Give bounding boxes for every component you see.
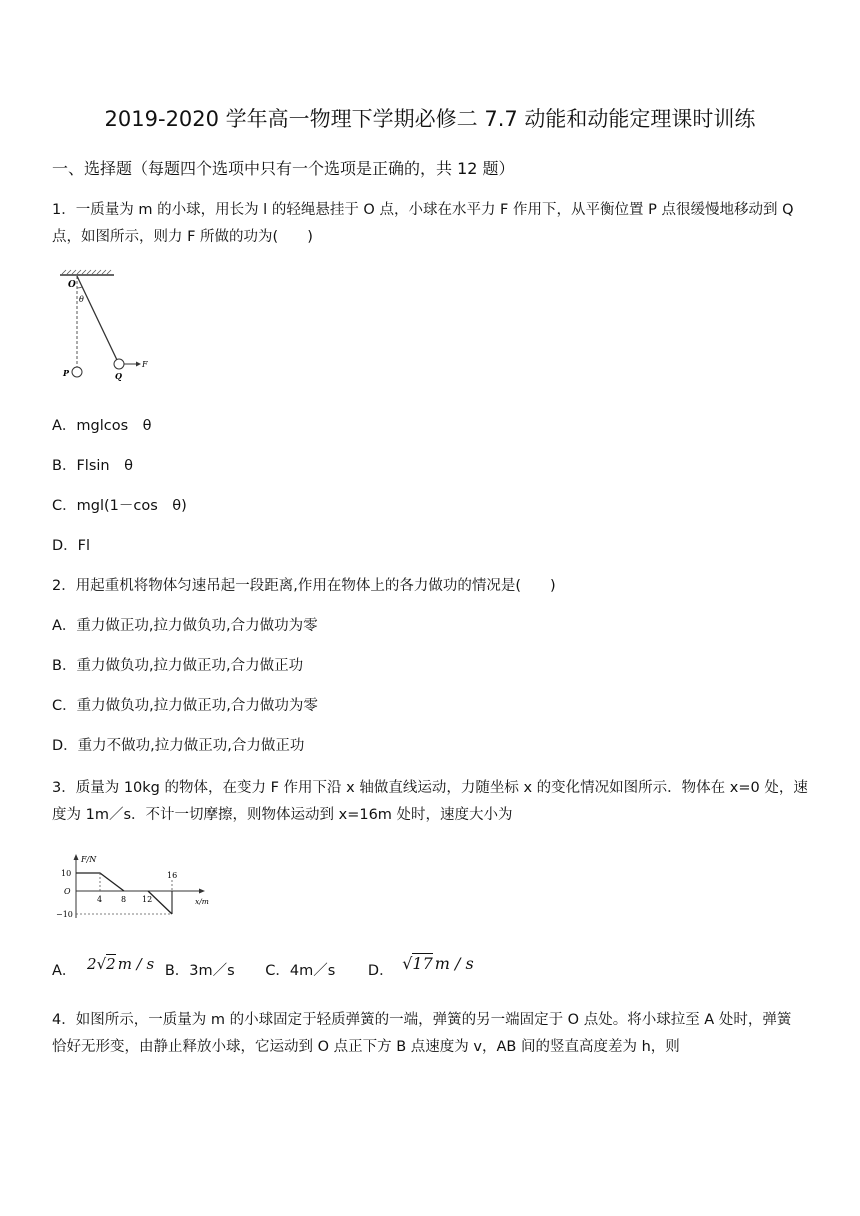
label-p: P — [63, 368, 70, 378]
ball-q — [114, 359, 124, 369]
q3-option-a-unit: m / s — [117, 955, 155, 973]
q3-option-a-value — [87, 955, 154, 973]
q1-option-d: D．Fl — [52, 538, 91, 554]
q3-stem-line2: 度为 1m／s．不计一切摩擦，则物体运动到 x=16m 处时，速度大小为 — [52, 807, 513, 823]
label-q: Q — [115, 371, 122, 381]
q2-option-a: A．重力做正功,拉力做负功,合力做功为零 — [52, 618, 318, 634]
force-arrow-head — [136, 362, 141, 367]
q1-option-a: A．mglcos θ — [52, 418, 152, 434]
q3-option-a-coef: 2 — [87, 955, 97, 973]
y-tick-neg10: −10 — [56, 910, 73, 919]
x-tick-4: 4 — [97, 895, 103, 904]
x-tick-16: 16 — [167, 871, 178, 880]
x-axis-arrow — [199, 889, 205, 894]
x-tick-12: 12 — [142, 895, 153, 904]
y-axis-arrow — [74, 854, 79, 860]
q3-option-d-unit: m / s — [434, 954, 474, 973]
q3-stem-line1: 3．质量为 10kg 的物体，在变力 F 作用下沿 x 轴做直线运动，力随坐标 x 的变化情况如图所示．物体在 x=0 处，速 — [52, 780, 808, 796]
angle-arc — [77, 287, 82, 288]
label-o: O — [68, 280, 76, 290]
q1-option-b: B．Flsin θ — [52, 458, 133, 474]
q1-stem-line1: 1．一质量为 m 的小球，用长为 l 的轻绳悬挂于 O 点，小球在水平力 F 作用下，从平衡位置 P 点很缓慢地移动到 Q — [52, 202, 794, 218]
q3-option-a-label: A． — [52, 963, 77, 979]
q2-option-d: D．重力不做功,拉力做正功,合力做正功 — [52, 738, 305, 754]
sqrt-symbol-d: √ — [402, 954, 413, 973]
ceiling-hatch — [62, 270, 111, 274]
sqrt-symbol-a: √ — [96, 955, 107, 973]
q3-option-a-rad: 2 — [106, 955, 116, 973]
q1-option-c: C．mgl(1－cos θ) — [52, 498, 187, 514]
q4-stem-line1: 4．如图所示，一质量为 m 的小球固定于轻质弹簧的一端，弹簧的另一端固定于 O 点处。将小球拉至 A 处时，弹簧 — [52, 1012, 792, 1028]
page-title: 2019-2020 学年高一物理下学期必修二 7.7 动能和动能定理课时训练 — [104, 107, 756, 131]
q2-option-c: C．重力做负功,拉力做正功,合力做功为零 — [52, 698, 318, 714]
y-axis-label: F/N — [81, 855, 97, 864]
label-theta: θ — [79, 295, 84, 304]
ball-p — [72, 367, 82, 377]
y-tick-10: 10 — [61, 869, 72, 878]
q4-stem-line2: 恰好无形变，由静止释放小球，它运动到 O 点正下方 B 点速度为 v，AB 间的竖直高度差为 h，则 — [52, 1039, 680, 1055]
q1-stem-line2: 点，如图所示，则力 F 所做的功为( ) — [52, 229, 313, 245]
origin-label: O — [64, 887, 71, 896]
x-axis-label: x/m — [195, 897, 209, 906]
label-f: F — [142, 360, 148, 369]
q3-option-b: B．3m／s — [164, 963, 235, 979]
q3-option-c: C．4m／s — [265, 963, 336, 979]
q3-option-d-value — [402, 954, 474, 973]
q3-options-row — [52, 954, 474, 983]
x-tick-8: 8 — [121, 895, 127, 904]
q2-option-b: B．重力做负功,拉力做正功,合力做正功 — [52, 658, 304, 674]
q3-force-graph — [56, 852, 216, 922]
rope-line — [77, 276, 117, 360]
q3-option-d-rad: 17 — [412, 954, 433, 973]
q3-option-d-label: D． — [367, 963, 394, 979]
q1-pendulum-figure — [56, 268, 156, 384]
section-heading: 一、选择题（每题四个选项中只有一个选项是正确的，共 12 题） — [52, 159, 515, 178]
q2-stem: 2．用起重机将物体匀速吊起一段距离,作用在物体上的各力做功的情况是( ) — [52, 578, 556, 594]
